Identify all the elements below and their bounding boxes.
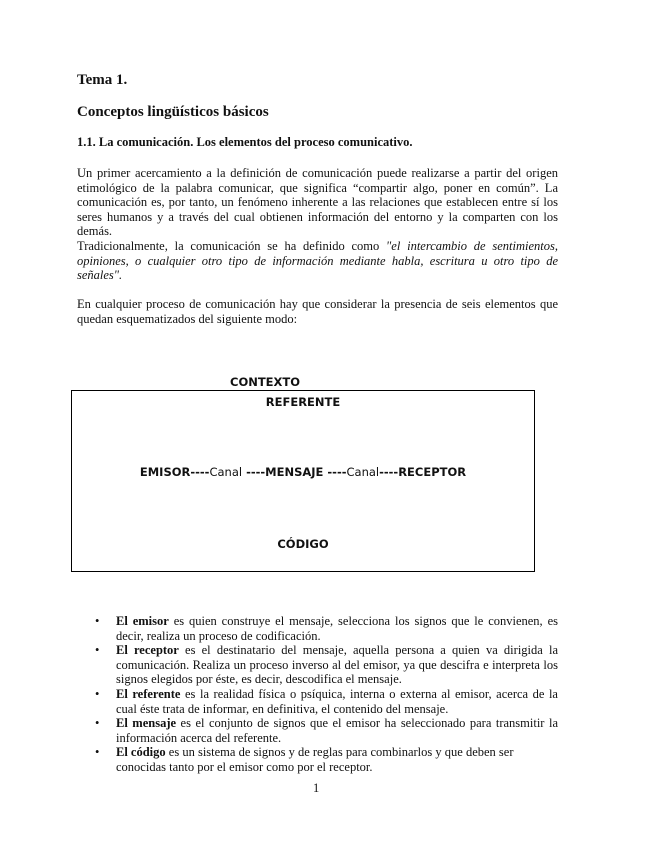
diagram-contexto: CONTEXTO [230, 375, 301, 389]
bullet-icon: • [95, 686, 100, 701]
paragraph-intro [77, 166, 558, 283]
definition: es el destinatario del mensaje, aquella persona a quien va dirigida la comunicación. Realiza un proceso inverso al del emisor, ya que descifra e interpreta los signos elegidos por éste, es decir, descodifica el mensaje. [116, 643, 559, 687]
diagram-referente: REFERENTE [265, 395, 341, 409]
diagram-canal: Canal [209, 465, 243, 479]
page-number: 1 [313, 781, 320, 795]
communication-diagram [71, 390, 535, 572]
list-item [77, 687, 558, 716]
paragraph-elements: En cualquier proceso de comunicación hay que considerar la presencia de seis elementos que quedan esquematizados del siguiente modo: [77, 297, 558, 326]
term: El emisor [116, 614, 169, 628]
para1-text: Un primer acercamiento a la definición de comunicación puede realizarse a partir del origen etimológico de la palabra comunicar, que significa “compartir algo, poner en común”. La comunicación es, por tanto, un fenómeno inherente a las relaciones que establecen entre sí los seres humanos y a través del cual obtienen información del entorno y la comparten con los demás. [77, 166, 558, 239]
para2-text: Tradicionalmente, la comunicación se ha definido como [77, 238, 387, 253]
list-item [77, 643, 558, 687]
bullet-icon: • [95, 614, 100, 628]
definition-quote: "el intercambio de sentimientos, opiniones, o cualquier otro tipo de información mediante habla, escritura u otro tipo de señales". [77, 238, 559, 283]
diagram-mensaje: ----MENSAJE ---- [242, 465, 347, 479]
bullet-icon: • [95, 643, 100, 658]
term: El mensaje [116, 716, 177, 731]
list-item [77, 745, 558, 774]
diagram-receptor: ----RECEPTOR [379, 465, 467, 479]
diagram-flow [72, 465, 534, 479]
chapter-subtitle: Conceptos lingüísticos básicos [77, 104, 269, 120]
section-heading: 1.1. La comunicación. Los elementos del proceso comunicativo. [77, 135, 413, 149]
definition: es un sistema de signos y de reglas para combinarlos y que deben ser conocidas tanto por el emisor como por el receptor. [116, 745, 514, 774]
term: El receptor [116, 643, 179, 658]
chapter-title: Tema 1. [77, 72, 128, 88]
definition: es el conjunto de signos que el emisor ha seleccionado para transmitir la información acerca del referente. [116, 716, 558, 745]
elements-list [77, 614, 558, 775]
diagram-codigo: CÓDIGO [277, 537, 329, 551]
bullet-icon: • [95, 716, 100, 731]
diagram-canal: Canal [346, 465, 380, 479]
bullet-icon: • [95, 745, 100, 760]
list-item [77, 614, 558, 643]
definition: es la realidad física o psíquica, interna o externa al emisor, acerca de la cual éste trata de informar, en definitiva, el contenido del mensaje. [116, 686, 558, 716]
diagram-emisor: EMISOR---- [139, 465, 210, 479]
definition: es quien construye el mensaje, selecciona los signos que le convienen, es decir, realiza un proceso de codificación. [116, 614, 558, 643]
term: El referente [116, 686, 181, 701]
list-item [77, 716, 558, 745]
term: El código [116, 745, 166, 760]
